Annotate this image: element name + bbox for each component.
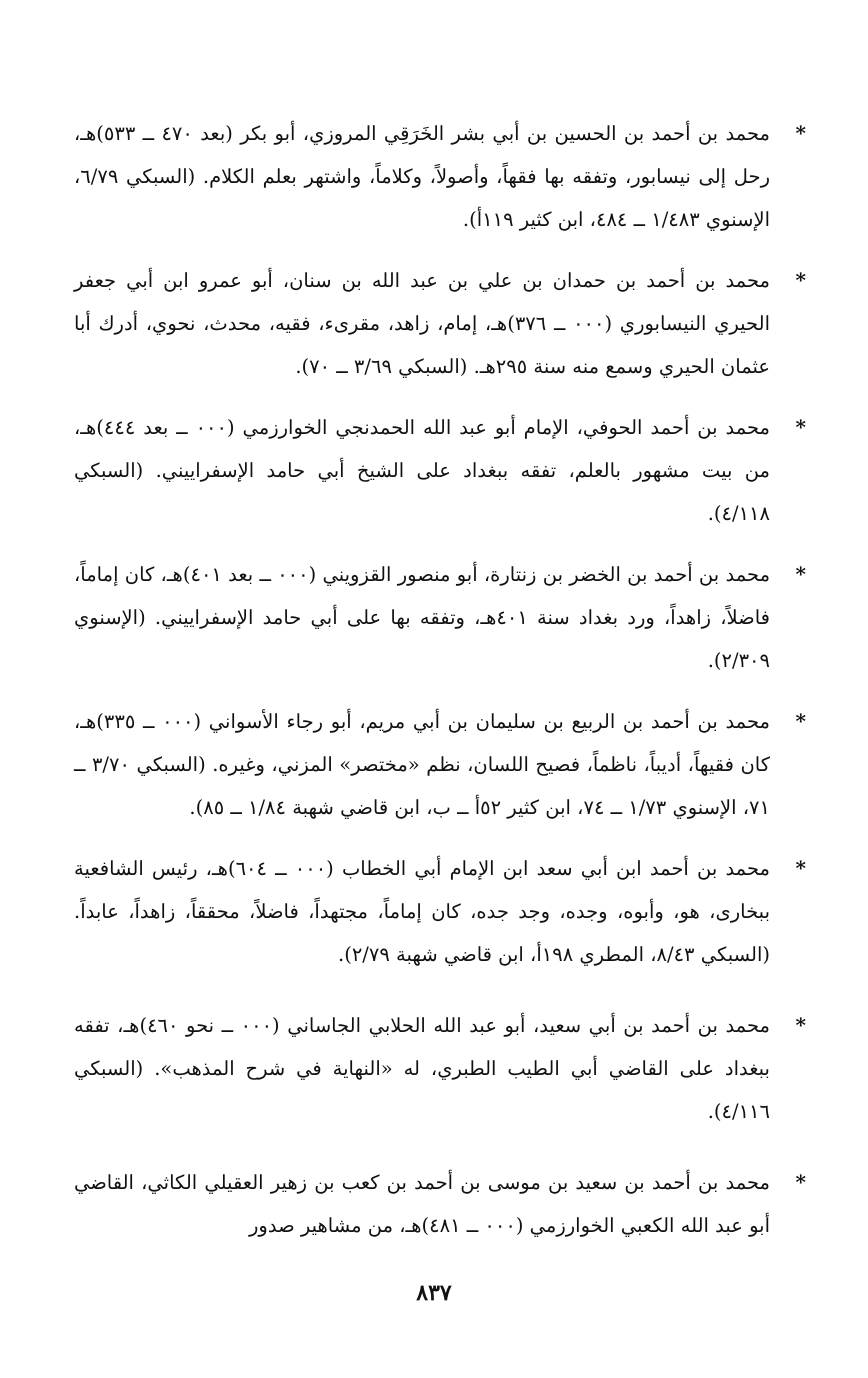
entry-text: محمد بن أحمد بن الخضر بن زنتارة، أبو منصور القزويني (٠٠٠ ــ بعد ٤٠١)هـ، كان إماماً، فاضلاً، زاهداً، ورد بغداد سنة ٤٠١هـ، وتفقه بها على أبي حامد الإسفراييني. (الإسنوي ٢/٣٠٩).: [74, 563, 771, 672]
biography-entry: [74, 112, 806, 241]
entry-text: محمد بن أحمد بن الحسين بن أبي بشر الخَرَقِي المروزي، أبو بكر (بعد ٤٧٠ ــ ٥٣٣)هـ، رحل إلى نيسابور، وتفقه بها فقهاً، وأصولاً، وكلاماً، واشتهر بعلم الكلام. (السبكي ٦/٧٩، الإسنوي ١/٤٨٣ ــ ٤٨٤، ابن كثير ١١٩أ).: [74, 122, 770, 231]
entry-bullet: *: [795, 1013, 806, 1037]
biography-entry: [74, 259, 806, 388]
entry-text: محمد بن أحمد بن الربيع بن سليمان بن أبي مريم، أبو رجاء الأسواني (٠٠٠ ــ ٣٣٥)هـ، كان فقيهاً، أديباً، ناظماً، فصيح اللسان، نظم «مختصر» المزني، وغيره. (السبكي ٣/٧٠ ــ ٧١، الإسنوي ١/٧٣ ــ ٧٤، ابن كثير ٥٢أ ــ ب، ابن قاضي شهبة ١/٨٤ ــ ٨٥).: [74, 710, 770, 819]
entry-bullet: *: [795, 121, 806, 145]
biography-entry: [74, 1004, 806, 1133]
page-number: ٨٣٧: [416, 1280, 452, 1306]
entry-bullet: *: [795, 856, 806, 880]
entry-bullet: *: [795, 415, 806, 439]
entry-text: محمد بن أحمد بن أبي سعيد، أبو عبد الله الحلابي الجاساني (٠٠٠ ــ نحو ٤٦٠)هـ، تفقه ببغداد على القاضي أبي الطيب الطبري، له «النهاية في شرح المذهب». (السبكي ٤/١١٦).: [74, 1014, 770, 1123]
entry-bullet: *: [795, 268, 806, 292]
entry-bullet: *: [795, 1170, 806, 1194]
entry-bullet: *: [795, 562, 806, 586]
entry-text: محمد بن أحمد بن سعيد بن موسى بن أحمد بن كعب بن زهير العقيلي الكاثي، القاضي أبو عبد الله الكعبي الخوارزمي (٠٠٠ ــ ٤٨١)هـ، من مشاهير صدور: [74, 1171, 770, 1237]
biography-entry: [74, 700, 806, 829]
entry-text: محمد بن أحمد ابن أبي سعد ابن الإمام أبي الخطاب (٠٠٠ ــ ٦٠٤)هـ، رئيس الشافعية ببخارى، هو، وأبوه، وجده، وجد جده، كان إماماً، مجتهداً، فاضلاً، محققاً، زاهداً، عابداً. (السبكي ٨/٤٣، المطري ١٩٨أ، ابن قاضي شهبة ٢/٧٩).: [74, 857, 770, 966]
entry-text: محمد بن أحمد بن حمدان بن علي بن عبد الله بن سنان، أبو عمرو ابن أبي جعفر الحيري النيسابوري (٠٠٠ ــ ٣٧٦)هـ، إمام، زاهد، مقرىء، فقيه، محدث، نحوي، أدرك أبا عثمان الحيري وسمع منه سنة ٢٩٥هـ. (السبكي ٣/٦٩ ــ ٧٠).: [74, 269, 770, 378]
biography-entry: [74, 406, 806, 535]
biography-entry: [74, 847, 806, 976]
entry-text: محمد بن أحمد الحوفي، الإمام أبو عبد الله الحمدنجي الخوارزمي (٠٠٠ ــ بعد ٤٤٤)هـ، من بيت مشهور بالعلم، تفقه ببغداد على الشيخ أبي حامد الإسفراييني. (السبكي ٤/١١٨).: [74, 416, 770, 525]
entry-bullet: *: [795, 709, 806, 733]
biography-entry: [74, 553, 806, 682]
biography-entry: [74, 1161, 806, 1247]
